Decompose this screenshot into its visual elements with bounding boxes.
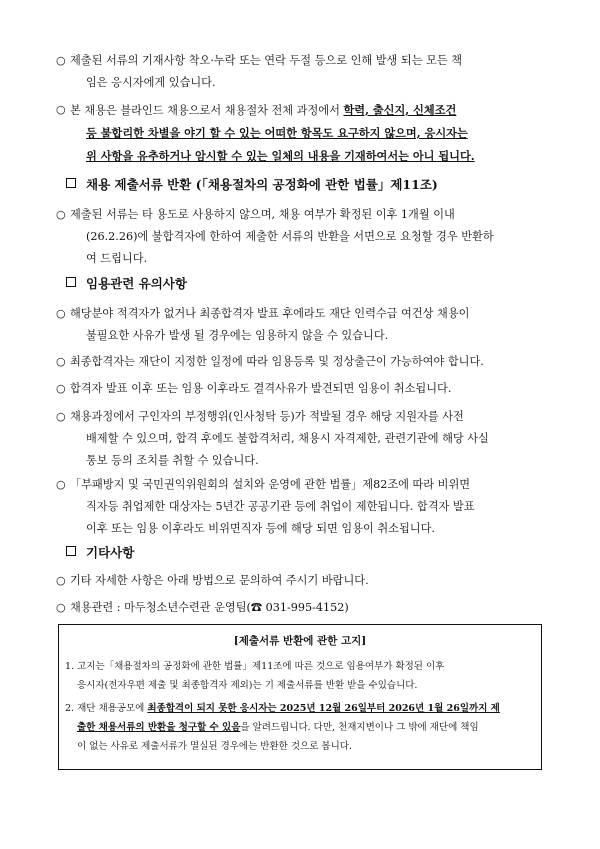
checkbox-square-icon — [66, 277, 76, 287]
item-line: 임은 응시자에게 있습니다. — [86, 76, 216, 89]
etc-item-contact — [56, 597, 550, 619]
bullet-circle: ○ — [56, 355, 66, 368]
notice-line: 응시자(전자우편 제출 및 최종합격자 제외)는 기 제출서류를 반환 받을 수있습니다. — [77, 680, 418, 691]
section-heading-text: 임용관련 유의사항 — [86, 276, 187, 291]
item-line: 제출된 서류의 기재사항 착오·누락 또는 연락 두절 등으로 인해 발생 되는 모든 책 — [70, 54, 463, 67]
item-line: 통보 등의 조치를 취할 수 있습니다. — [86, 454, 259, 467]
item-line: 최종합격자는 재단이 지정한 일정에 따라 임용등록 및 정상출근이 가능하여야 합니다. — [70, 355, 484, 368]
underlined-text: 출한 채용서류의 반환을 청구할 수 있음 — [77, 722, 241, 733]
item-line: (26.2.26)에 불합격자에 한하여 제출한 서류의 반환을 서면으로 요청할 경우 반환하 — [86, 230, 494, 243]
item-line: 이후 또는 임용 이후라도 비위면직자 등에 해당 되면 임용이 취소됩니다. — [86, 522, 435, 535]
item-line: 채용과정에서 구인자의 부정행위(인사청탁 등)가 적발될 경우 해당 지원자를 사전 — [70, 410, 464, 423]
bullet-circle: ○ — [56, 478, 66, 491]
notice-line — [65, 718, 535, 737]
item-line: 불필요한 사유가 발생 될 경우에는 임용하지 않을 수 있습니다. — [86, 329, 389, 342]
notice-line: 이 없는 사유로 제출서류가 멸실된 경우에는 반환한 것으로 봅니다. — [77, 741, 352, 752]
section-heading-appointment — [66, 274, 187, 294]
return-item — [56, 204, 550, 270]
underlined-text: 최종합격이 되지 못한 응시자는 2025년 12월 26일부터 2026년 1월 26일까지 제 — [147, 703, 500, 714]
checkbox-square-icon — [66, 178, 76, 188]
bullet-circle: ○ — [56, 208, 66, 221]
notice-item-blind-hiring — [56, 99, 550, 168]
item-line: 여 드립니다. — [86, 252, 148, 265]
item-line: 합격자 발표 이후 또는 임용 이후라도 결격사유가 발견되면 임용이 취소됩니다. — [70, 382, 452, 395]
item-line: 채용관련 : 마두청소년수련관 운영팀(☎ 031-995-4152) — [70, 601, 349, 614]
bullet-circle: ○ — [56, 307, 66, 320]
notice-item-1 — [65, 657, 535, 695]
section-heading-text: 기타사항 — [86, 545, 135, 560]
item-line: 기타 자세한 사항은 아래 방법으로 문의하여 주시기 바랍니다. — [70, 574, 369, 587]
notice-item-entry-error — [56, 50, 550, 94]
bullet-circle: ○ — [56, 103, 66, 116]
appointment-item — [56, 406, 550, 472]
section-heading-etc — [66, 543, 134, 563]
item-line — [70, 99, 550, 122]
bullet-circle: ○ — [56, 574, 66, 587]
notice-line — [65, 699, 535, 718]
item-line: 배제할 수 있으며, 합격 후에도 불합격처리, 채용시 자격제한, 관련기관에 해당 사실 — [86, 432, 489, 445]
section-heading-text: 채용 제출서류 반환 (「채용절차의 공정화에 관한 법률」제11조) — [86, 177, 438, 192]
section-heading-return — [66, 175, 438, 195]
underlined-text: 위 사항을 유추하거나 암시할 수 있는 일체의 내용을 기재하여서는 아니 됩니다. — [86, 149, 475, 163]
notice-title: [제출서류 반환에 관한 고지] — [233, 635, 367, 647]
notice-line: 1. 고지는「채용절차의 공정화에 관한 법률」제11조에 따른 것으로 임용여부가 확정된 이후 — [65, 661, 445, 672]
notice-item-2 — [65, 699, 535, 756]
item-line: 「부패방지 및 국민권익위원회의 설치와 운영에 관한 법률」제82조에 따라 비위면 — [70, 478, 471, 491]
underlined-text: 등 불합리한 차별을 야기 할 수 있는 어떠한 항목도 요구하지 않으며, 응시자는 — [86, 126, 468, 140]
etc-item — [56, 570, 550, 592]
item-line — [70, 145, 550, 168]
bullet-circle: ○ — [56, 601, 66, 614]
appointment-item — [56, 303, 550, 347]
item-line: 해당분야 적격자가 없거나 최종합격자 발표 후에라도 재단 인력수급 여건상 채용이 — [70, 307, 470, 320]
item-line: 직자등 취업제한 대상자는 5년간 공공기관 등에 취업이 제한됩니다. 합격자 발표 — [86, 500, 475, 513]
appointment-item — [56, 351, 550, 373]
item-line — [70, 122, 550, 145]
item-line: 제출된 서류는 타 용도로 사용하지 않으며, 채용 여부가 확정된 이후 1개월 이내 — [70, 208, 455, 221]
bullet-circle: ○ — [56, 54, 66, 67]
return-notice-box — [58, 624, 542, 770]
underlined-text: 학력, 출신지, 신체조건 — [343, 103, 457, 117]
bullet-circle: ○ — [56, 382, 66, 395]
checkbox-square-icon — [66, 546, 76, 556]
appointment-item — [56, 474, 550, 540]
bullet-circle: ○ — [56, 410, 66, 423]
notice-text: 2. 재단 채용공모에 — [65, 703, 148, 714]
item-text: 본 채용은 블라인드 채용으로서 채용절차 전체 과정에서 — [70, 104, 344, 117]
notice-text: 을 알려드립니다. 다만, 천재지변이나 그 밖에 재단에 책임 — [240, 722, 479, 733]
appointment-item — [56, 378, 550, 400]
